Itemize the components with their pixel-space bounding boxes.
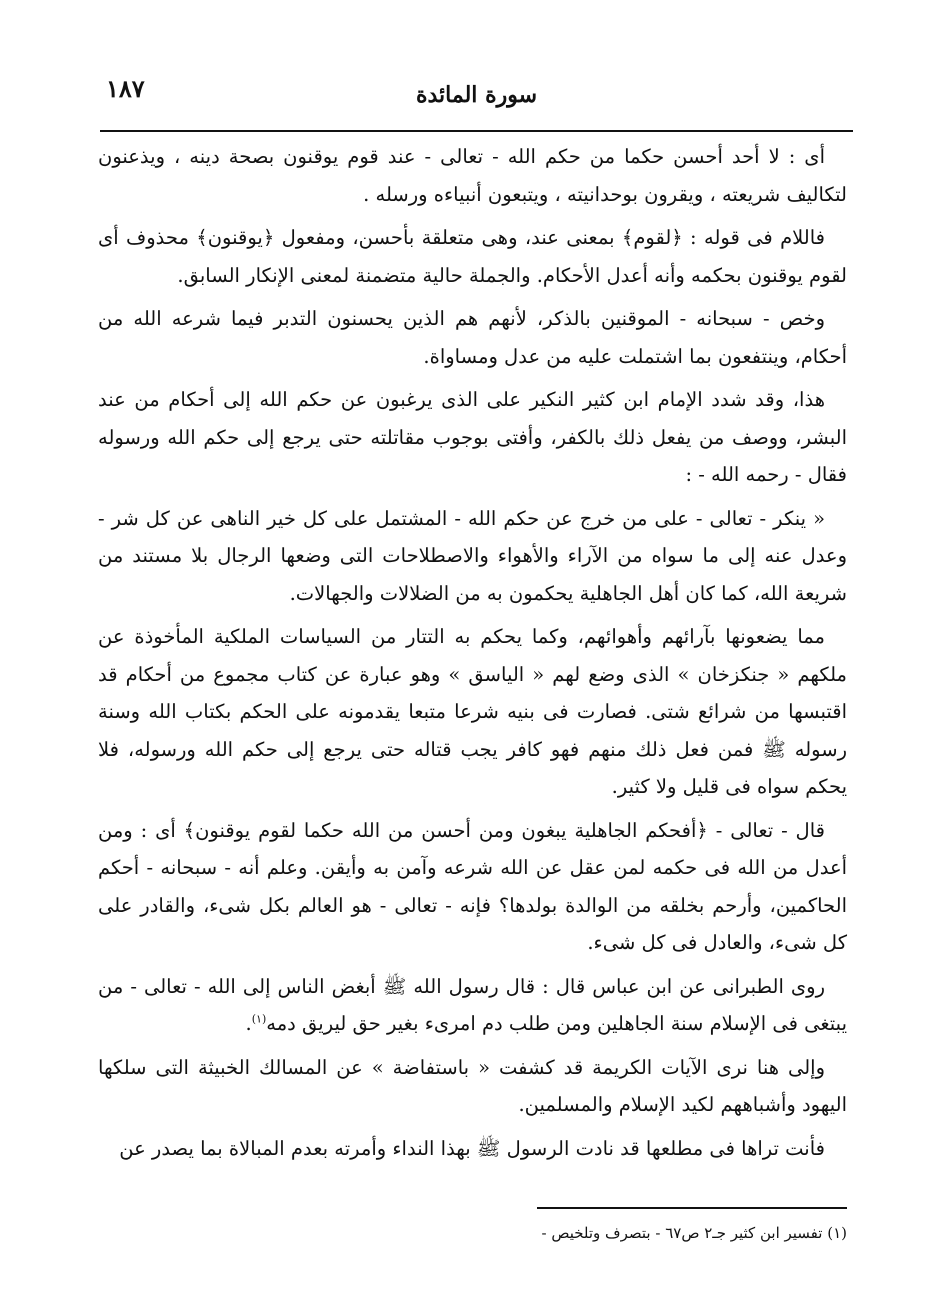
paragraph: أى : لا أحد أحسن حكما من حكم الله - تعالى - عند قوم يوقنون بصحة دينه ، ويذعنون لتكاليف شريعته ، ويقرون بوحدانيته ، ويتبعون أنبياءه ورسله .	[98, 145, 847, 206]
paragraph: قال - تعالى - ﴿أفحكم الجاهلية يبغون ومن أحسن من الله حكما لقوم يوقنون﴾ أى : ومن أعدل من الله فى حكمه لمن عقل عن الله شرعه وآمن به وأيقن. وعلم أنه - سبحانه - أحكم الحاكمين، وأرحم بخلقه من الوالدة بولدها؟ فإنه - تعالى - هو العالم بكل شىء، والقادر على كل شىء، والعادل فى كل شىء.	[98, 818, 847, 954]
running-title: سورة المائدة	[415, 82, 538, 108]
paragraph: وخص - سبحانه - الموقنين بالذكر، لأنهم هم الذين يحسنون التدبر فيما شرعه الله من أحكام، وينتفعون بما اشتملت عليه من عدل ومساواة.	[98, 307, 847, 368]
paragraph-with-footnote: روى الطبرانى عن ابن عباس قال : قال رسول الله ﷺ أبغض الناس إلى الله - تعالى - من يبتغى فى الإسلام سنة الجاهلين ومن طلب دم امرىء بغير حق ليريق دمه$^{(١)}$.	[98, 974, 847, 1035]
page-number: ١٨٧	[106, 74, 145, 103]
footnote-marker: (١)	[251, 1012, 267, 1026]
footnote-divider	[537, 1207, 847, 1209]
paragraph: مما يضعونها بآرائهم وأهوائهم، وكما يحكم به التتار من السياسات الملكية المأخوذة عن ملكهم « جنكزخان » الذى وضع لهم « الياسق » وهو عبارة عن كتاب مجموع من أحكام قد اقتبسها من شرائع شتى. فصارت فى بنيه شرعا متبعا يقدمونه على الحكم بكتاب الله وسنة رسوله ﷺ فمن فعل ذلك منهم فهو كافر يجب قتاله حتى يرجع إلى حكم الله ورسوله، فلا يحكم سواه فى قليل ولا كثير.	[98, 625, 847, 798]
footnote: (١) تفسير ابن كثير جـ٢ ص٦٧ - بتصرف وتلخيص -	[541, 1224, 847, 1242]
paragraph-text: روى الطبرانى عن ابن عباس قال : قال رسول الله ﷺ أبغض الناس إلى الله - تعالى - من يبتغى فى الإسلام سنة الجاهلين ومن طلب دم امرىء بغير حق ليريق دمه	[98, 974, 847, 1035]
paragraph: هذا، وقد شدد الإمام ابن كثير النكير على الذى يرغبون عن حكم الله إلى أحكام من عند البشر، ووصف من يفعل ذلك بالكفر، وأفتى بوجوب مقاتلته حتى يرجع إلى حكم الله ورسوله فقال - رحمه الله - :	[98, 388, 847, 486]
quoted-paragraph: « ينكر - تعالى - على من خرج عن حكم الله - المشتمل على كل خير الناهى عن كل شر - وعدل عنه إلى ما سواه من الآراء والأهواء والاصطلاحات التى وضعها الرجال بلا مستند من شريعة الله، كما كان أهل الجاهلية يحكمون به من الضلالات والجهالات.	[98, 506, 847, 605]
body-text	[98, 138, 847, 1173]
paragraph: وإلى هنا نرى الآيات الكريمة قد كشفت « باستفاضة » عن المسالك الخبيثة التى سلكها اليهود وأشباههم لكيد الإسلام والمسلمين.	[98, 1055, 847, 1116]
page-header	[100, 72, 853, 132]
paragraph: فاللام فى قوله : ﴿لقوم﴾ بمعنى عند، وهى متعلقة بأحسن، ومفعول ﴿يوقنون﴾ محذوف أى لقوم يوقنون بحكمه وأنه أعدل الأحكام. والجملة حالية متضمنة لمعنى الإنكار السابق.	[98, 226, 847, 287]
paragraph: فأنت تراها فى مطلعها قد نادت الرسول ﷺ بهذا النداء وأمرته بعدم المبالاة بما يصدر عن	[119, 1136, 825, 1160]
header-divider	[100, 130, 853, 132]
